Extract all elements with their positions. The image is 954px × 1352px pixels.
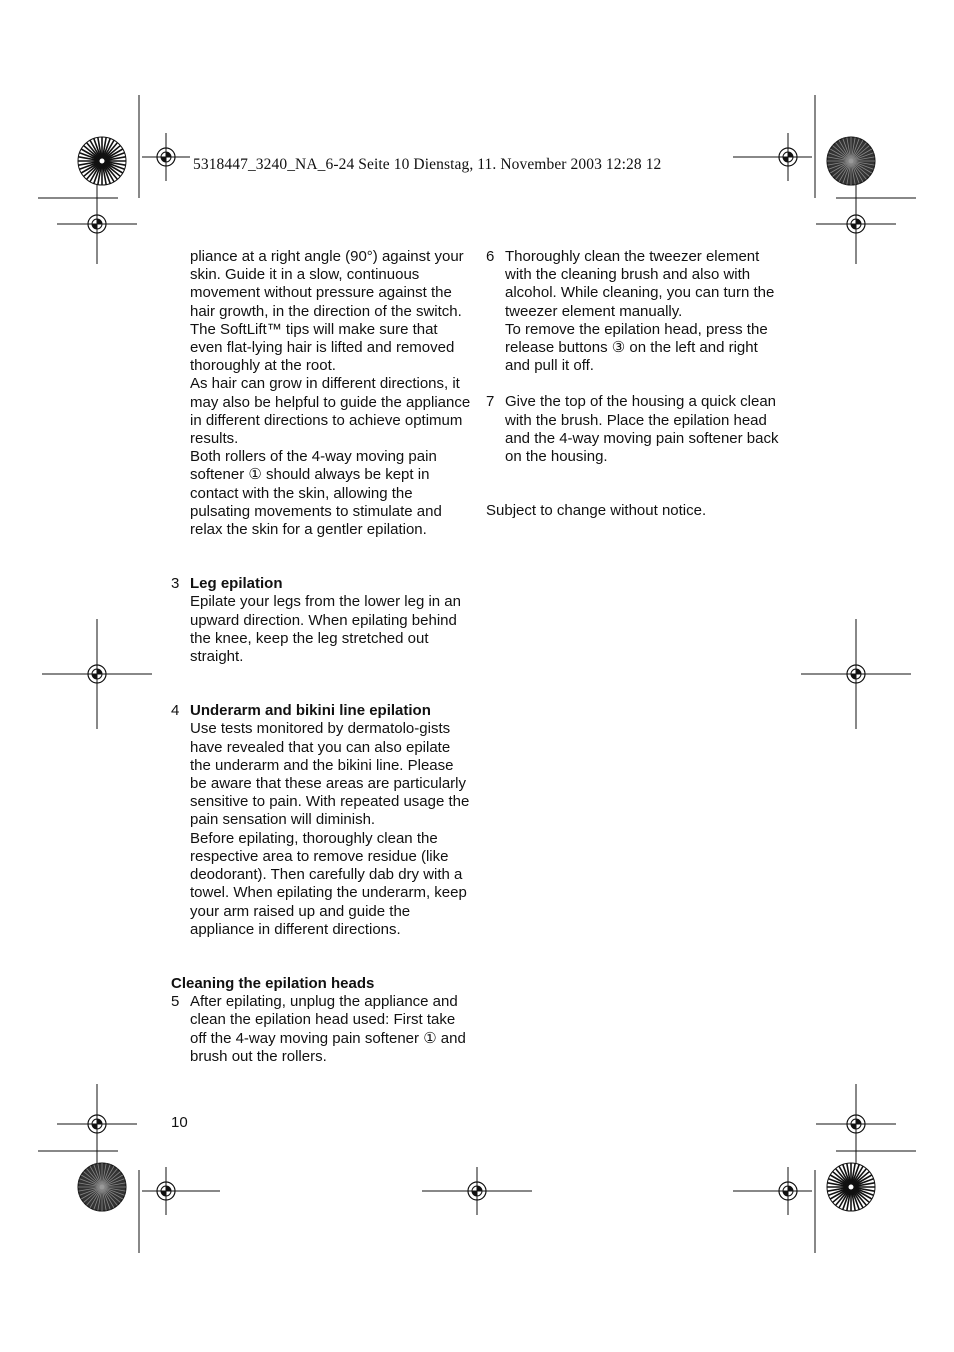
page-number: 10 <box>171 1114 188 1131</box>
intro-paragraph-2: As hair can grow in different directions, it may also be helpful to guide the appliance in different directions to achieve optimum results. <box>190 375 471 448</box>
color-bar-center <box>100 1185 105 1190</box>
item-number: 4 <box>171 702 180 720</box>
item-text: Epilate your legs from the lower leg in an upward direction. When epilating behind the knee, keep the leg stretched out straight. <box>190 593 461 666</box>
intro-paragraph-3: Both rollers of the 4-way moving pain softener ① should always be kept in contact with the skin, allowing the pulsating movements to stimulate and relax the skin for a gentler epilation. <box>190 448 442 539</box>
list-item-clean-tweezer <box>486 248 784 375</box>
print-slug-line: 5318447_3240_NA_6-24 Seite 10 Dienstag, 11. November 2003 12:28 12 <box>193 156 662 173</box>
item-text: Give the top of the housing a quick clean with the brush. Place the epilation head and the 4-way moving pain softener back on the housing. <box>505 393 779 466</box>
item-text-1: Use tests monitored by dermatolo-gists have revealed that you can also epilate the underarm and the bikini line. Please be aware that these areas are particularly sensitive to pain. With repeated usage the pain sensation will diminish. <box>190 720 470 829</box>
item-number: 7 <box>486 393 495 411</box>
section-heading-cleaning: Cleaning the epilation heads <box>171 974 375 992</box>
item-number: 5 <box>171 993 180 1011</box>
item-text-2: To remove the epilation head, press the release buttons ③ on the left and right and pull it off. <box>505 320 768 375</box>
color-bar-center <box>849 1185 854 1190</box>
item-text: After epilating, unplug the appliance and clean the epilation head used: First take off the 4-way moving pain softener ① and brush out the rollers. <box>190 993 466 1065</box>
item-text-2: Before epilating, thoroughly clean the respective area to remove residue (like deodorant). Then carefully dab dry with a towel. When epilating the underarm, keep your arm raised up and guide the appliance in different directions. <box>190 829 467 938</box>
list-item-underarm-bikini <box>171 702 471 939</box>
item-title: Underarm and bikini line epilation <box>190 702 431 720</box>
color-bar-center <box>100 159 105 164</box>
item-number: 3 <box>171 575 180 593</box>
left-column <box>171 248 471 1066</box>
item-text-1: Thoroughly clean the tweezer element with the cleaning brush and also with alcohol. While cleaning, you can turn the tweezer element manually. <box>505 248 775 320</box>
list-item-leg-epilation <box>171 575 471 666</box>
color-bar-center <box>849 159 854 164</box>
list-item-clean-housing <box>486 393 784 466</box>
item-title: Leg epilation <box>190 575 283 593</box>
notice-text: Subject to change without notice. <box>486 502 707 520</box>
item-number: 6 <box>486 248 495 265</box>
list-item-clean-after-epilating <box>171 993 471 1066</box>
right-column <box>486 248 784 520</box>
intro-paragraph-1: pliance at a right angle (90°) against your skin. Guide it in a slow, continuous movement without pressure against the hair growth, in the direction of the switch. The SoftLift™ tips will make sure that even flat-lying hair is lifted and removed thoroughly at the root. <box>190 248 464 375</box>
